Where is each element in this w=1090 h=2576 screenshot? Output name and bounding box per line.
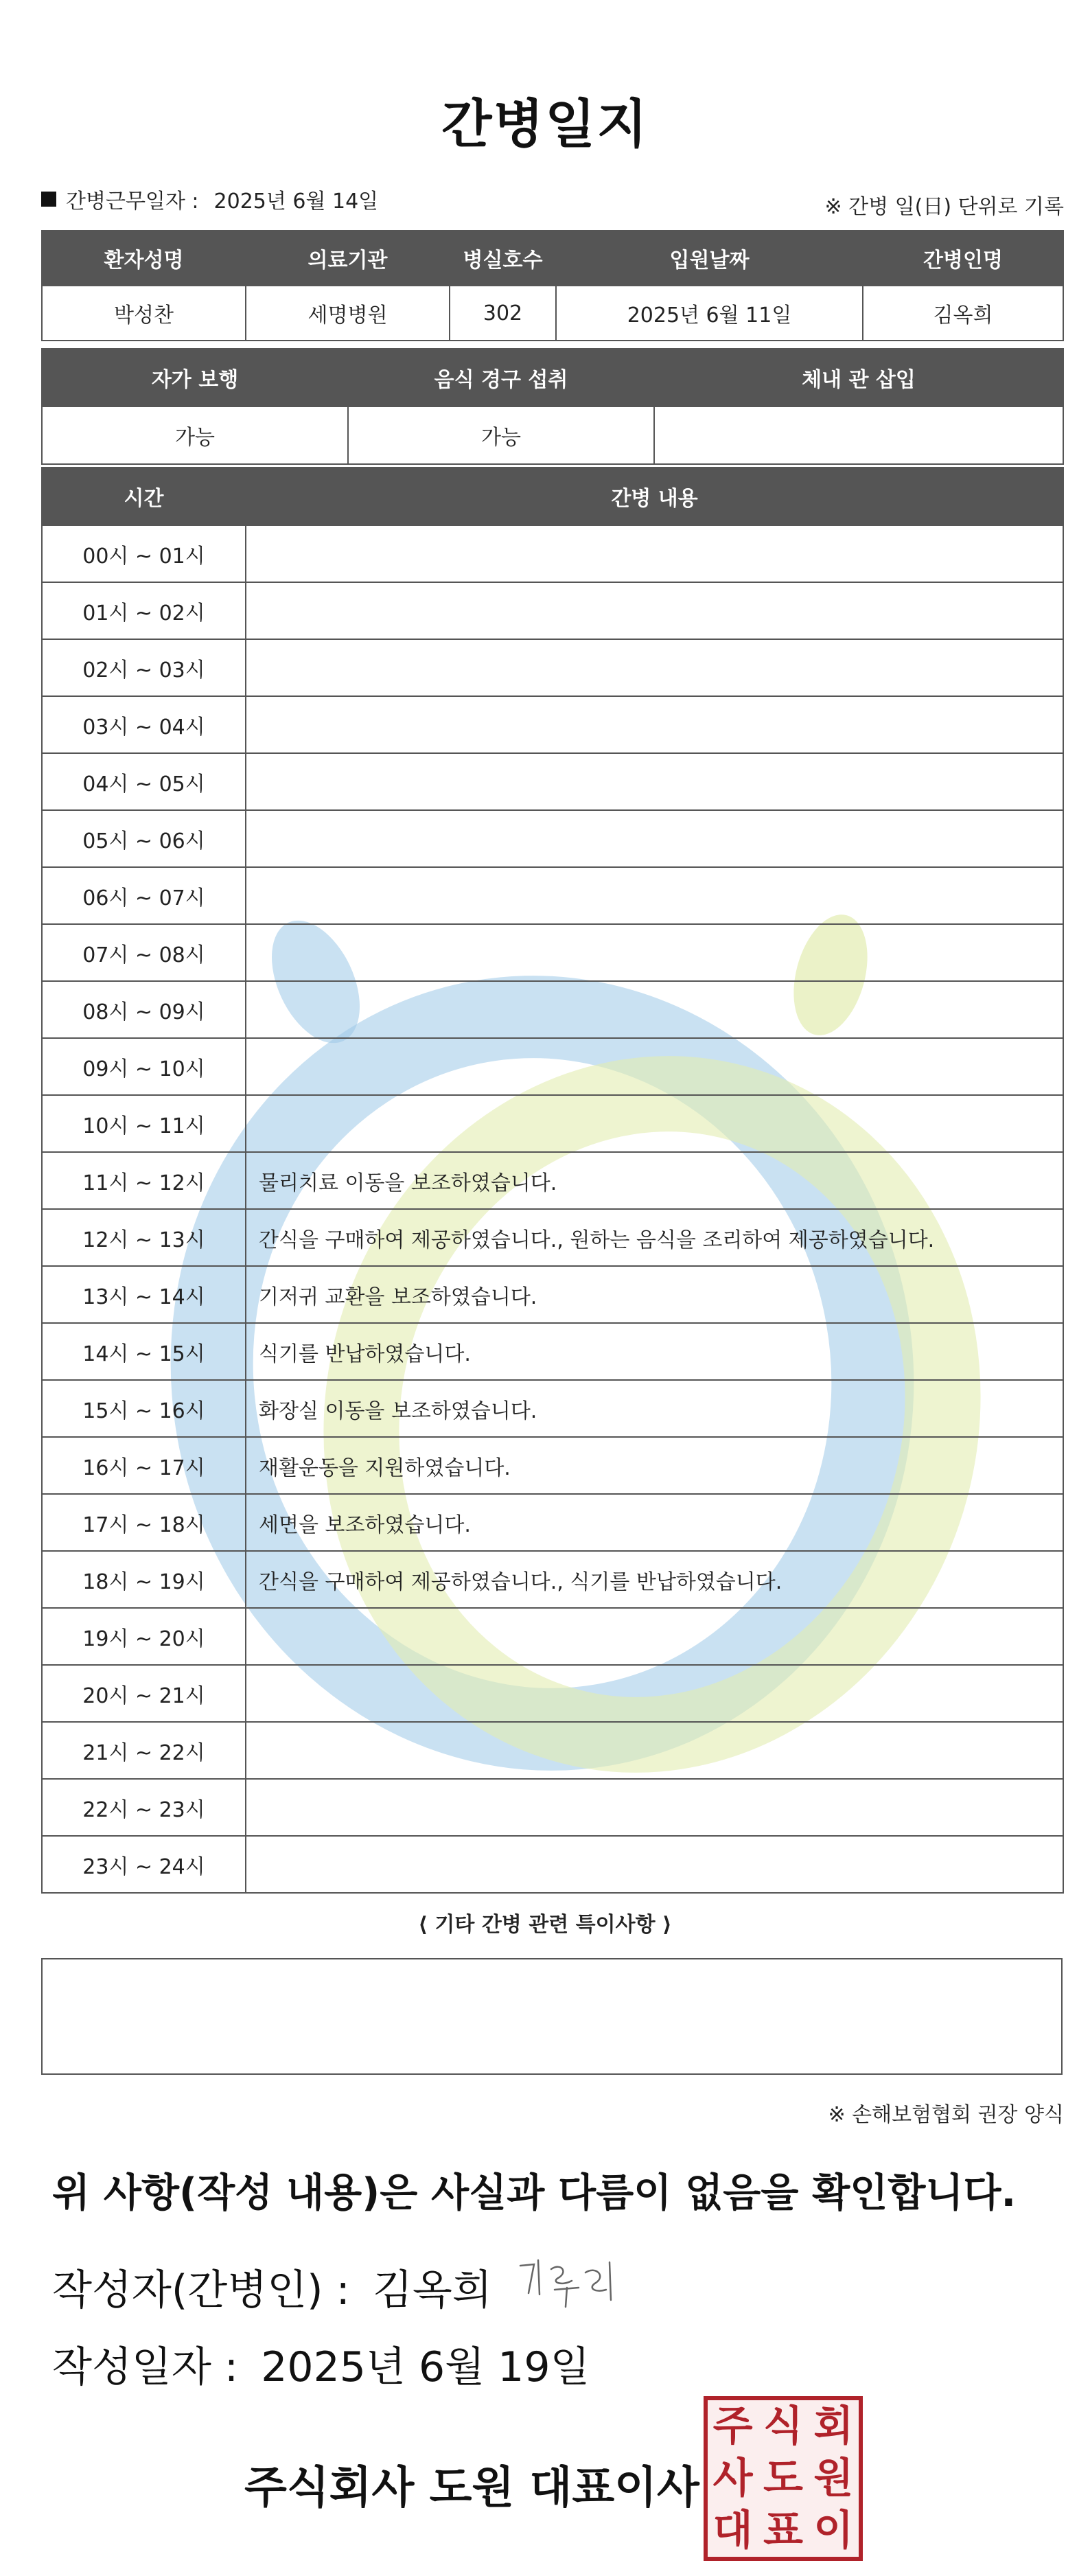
time-cell: 11시 ~ 12시 [42, 1152, 246, 1209]
time-cell: 21시 ~ 22시 [42, 1722, 246, 1779]
page-title: 간병일지 [441, 93, 649, 154]
content-cell [246, 1836, 1063, 1893]
table-row [42, 1779, 1063, 1836]
unit-note: ※ 간병 일(日) 단위로 기록 [824, 195, 1064, 219]
time-cell: 16시 ~ 17시 [42, 1437, 246, 1494]
time-cell: 06시 ~ 07시 [42, 867, 246, 924]
writer-name: 김옥희 [372, 2266, 492, 2314]
time-cell: 23시 ~ 24시 [42, 1836, 246, 1893]
content-cell [246, 810, 1063, 867]
table-row [42, 1095, 1063, 1152]
header-oral-intake: 음식 경구 섭취 [348, 349, 654, 406]
seal-char: 대 [712, 2507, 753, 2555]
content-cell: 세면을 보조하였습니다. [246, 1494, 1063, 1551]
write-date-line [52, 2334, 590, 2393]
table-row [42, 753, 1063, 810]
care-log-table [41, 467, 1064, 1894]
seal-char: 표 [763, 2507, 803, 2555]
remarks-box [41, 1958, 1063, 2075]
table-row [42, 1209, 1063, 1266]
content-cell: 간식을 구매하여 제공하였습니다., 원하는 음식을 조리하여 제공하였습니다. [246, 1209, 1063, 1266]
time-cell: 05시 ~ 06시 [42, 810, 246, 867]
tube-value [654, 406, 1063, 464]
table-row [42, 1551, 1063, 1608]
meta-row [41, 184, 1064, 218]
content-cell [246, 1038, 1063, 1095]
time-cell: 02시 ~ 03시 [42, 639, 246, 696]
time-cell: 04시 ~ 05시 [42, 753, 246, 810]
content-cell [246, 1722, 1063, 1779]
caregiver-name: 김옥희 [863, 286, 1063, 341]
table-row [42, 1380, 1063, 1437]
table-row [42, 696, 1063, 753]
content-cell [246, 924, 1063, 981]
time-cell: 22시 ~ 23시 [42, 1779, 246, 1836]
header-patient-name: 환자성명 [42, 231, 246, 286]
time-cell: 14시 ~ 15시 [42, 1323, 246, 1380]
content-cell [246, 981, 1063, 1038]
table-row [42, 1152, 1063, 1209]
seal-char: 사 [712, 2454, 753, 2503]
seal-char: 도 [763, 2454, 803, 2503]
time-cell: 10시 ~ 11시 [42, 1095, 246, 1152]
table-row [42, 1836, 1063, 1893]
source-note: ※ 손해보험협회 권장 양식 [828, 2103, 1064, 2127]
patient-name: 박성찬 [42, 286, 246, 341]
content-cell [246, 753, 1063, 810]
company-seal [704, 2396, 863, 2561]
time-cell: 19시 ~ 20시 [42, 1608, 246, 1665]
time-cell: 17시 ~ 18시 [42, 1494, 246, 1551]
admission-date: 2025년 6월 11일 [556, 286, 863, 341]
writer-label: 작성자(간병인) : [52, 2266, 350, 2314]
time-cell: 18시 ~ 19시 [42, 1551, 246, 1608]
seal-char: 주 [712, 2402, 753, 2450]
content-cell: 화장실 이동을 보조하였습니다. [246, 1380, 1063, 1437]
table-row [42, 1494, 1063, 1551]
time-cell: 15시 ~ 16시 [42, 1380, 246, 1437]
content-cell: 기저귀 교환을 보조하였습니다. [246, 1266, 1063, 1323]
time-cell: 01시 ~ 02시 [42, 582, 246, 639]
write-date-label: 작성일자 : [52, 2343, 239, 2391]
oral-intake-value: 가능 [348, 406, 654, 464]
header-hospital: 의료기관 [246, 231, 450, 286]
writer-line [52, 2257, 492, 2316]
time-cell: 08시 ~ 09시 [42, 981, 246, 1038]
content-cell [246, 1095, 1063, 1152]
patient-info-table [41, 230, 1064, 341]
header-room: 병실호수 [450, 231, 556, 286]
header-tube: 체내 관 삽입 [654, 349, 1063, 406]
table-row [42, 981, 1063, 1038]
remarks-title: ⟨ 기타 간병 관련 특이사항 ⟩ [418, 1913, 672, 1937]
table-row [42, 810, 1063, 867]
content-cell: 간식을 구매하여 제공하였습니다., 식기를 반납하였습니다. [246, 1551, 1063, 1608]
time-cell: 13시 ~ 14시 [42, 1266, 246, 1323]
table-row [42, 1437, 1063, 1494]
seal-char: 회 [813, 2402, 854, 2450]
table-row [42, 1323, 1063, 1380]
square-bullet-icon [41, 192, 56, 207]
walking-value: 가능 [42, 406, 348, 464]
content-cell [246, 867, 1063, 924]
table-row [42, 1038, 1063, 1095]
time-cell: 00시 ~ 01시 [42, 525, 246, 582]
table-row [42, 1608, 1063, 1665]
content-cell: 식기를 반납하였습니다. [246, 1323, 1063, 1380]
content-cell [246, 696, 1063, 753]
content-cell [246, 1665, 1063, 1722]
seal-char: 원 [813, 2454, 854, 2503]
table-row [42, 1722, 1063, 1779]
content-cell [246, 639, 1063, 696]
handwritten-signature [513, 2252, 623, 2314]
work-date: 2025년 6월 14일 [213, 189, 379, 214]
table-row [42, 582, 1063, 639]
work-date-label: 간병근무일자 : [66, 189, 199, 214]
time-cell: 20시 ~ 21시 [42, 1665, 246, 1722]
hospital-name: 세명병원 [246, 286, 450, 341]
header-admission-date: 입원날짜 [556, 231, 863, 286]
confirmation-statement: 위 사항(작성 내용)은 사실과 다름이 없음을 확인합니다. [52, 2170, 1017, 2216]
seal-char: 식 [763, 2402, 803, 2450]
table-row [42, 639, 1063, 696]
content-cell [246, 1779, 1063, 1836]
seal-char: 이 [813, 2507, 854, 2555]
table-row [42, 525, 1063, 582]
header-walking: 자가 보행 [42, 349, 348, 406]
header-time: 시간 [42, 468, 246, 525]
patient-status-table [41, 348, 1064, 465]
content-cell: 재활운동을 지원하였습니다. [246, 1437, 1063, 1494]
content-cell [246, 1608, 1063, 1665]
time-cell: 12시 ~ 13시 [42, 1209, 246, 1266]
table-row [42, 867, 1063, 924]
header-care-content: 간병 내용 [246, 468, 1063, 525]
content-cell [246, 582, 1063, 639]
room-number: 302 [450, 286, 556, 341]
table-row [42, 1665, 1063, 1722]
table-row [42, 1266, 1063, 1323]
time-cell: 03시 ~ 04시 [42, 696, 246, 753]
time-cell: 09시 ~ 10시 [42, 1038, 246, 1095]
write-date-value: 2025년 6월 19일 [261, 2343, 590, 2391]
table-row [42, 924, 1063, 981]
content-cell [246, 525, 1063, 582]
time-cell: 07시 ~ 08시 [42, 924, 246, 981]
header-caregiver: 간병인명 [863, 231, 1063, 286]
company-signatory: 주식회사 도원 대표이사 [244, 2463, 699, 2514]
content-cell: 물리치료 이동을 보조하였습니다. [246, 1152, 1063, 1209]
